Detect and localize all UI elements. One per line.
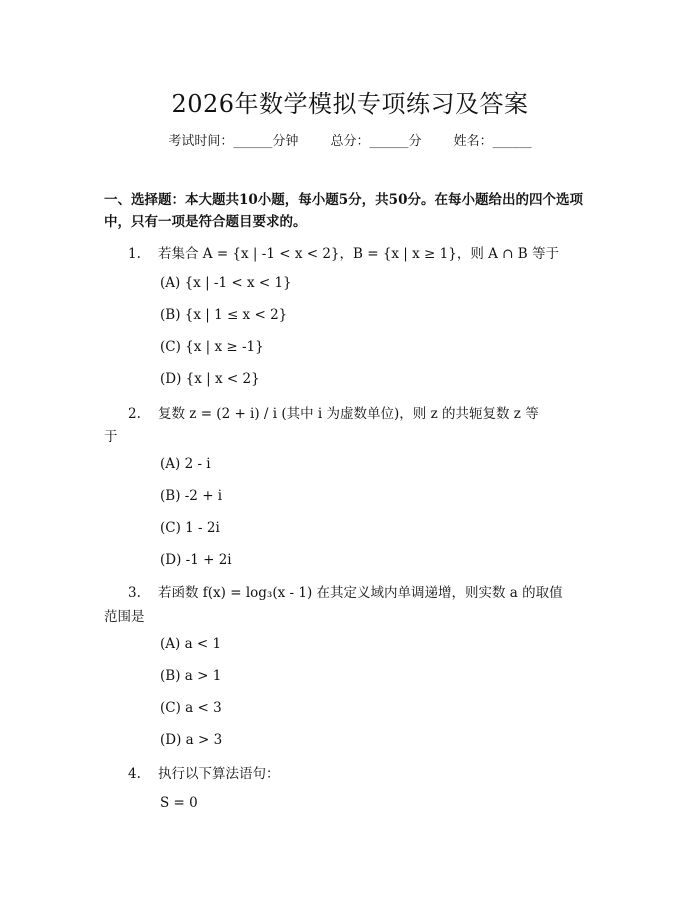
question-3 — [104, 582, 596, 604]
algorithm-code-line: S = 0 — [160, 795, 198, 811]
option-b: (B) {x | 1 ≤ x < 2} — [160, 307, 288, 323]
question-text: 复数 z = (2 + i) / i (其中 i 为虚数单位)，则 z 的共轭复数 z 等 — [158, 406, 539, 422]
option-d: (D) -1 + 2i — [160, 552, 232, 568]
student-name: 姓名：______ — [453, 134, 532, 149]
option-a: (A) 2 - i — [160, 456, 211, 472]
option-c: (C) {x | x ≥ -1} — [160, 339, 264, 355]
exam-meta — [0, 130, 700, 149]
question-number: 2. — [128, 406, 141, 422]
section-heading: 一、选择题：本大题共10小题，每小题5分，共50分。在每小题给出的四个选项中，只有一项是符合题目要求的。 — [104, 192, 583, 230]
question-1 — [104, 243, 596, 265]
question-number: 4. — [128, 766, 141, 782]
option-a: (A) a < 1 — [160, 636, 222, 652]
page-title: 2026年数学模拟专项练习及答案 — [171, 90, 529, 118]
option-d: (D) {x | x < 2} — [160, 371, 260, 387]
exam-score: 总分：______分 — [330, 134, 422, 149]
option-b: (B) -2 + i — [160, 488, 223, 504]
question-text: 执行以下算法语句： — [158, 766, 280, 782]
question-text: 若函数 f(x) = log₃(x - 1) 在其定义域内单调递增，则实数 a 的取值 — [158, 585, 563, 601]
question-text: 若集合 A = {x | -1 < x < 2}，B = {x | x ≥ 1}，则 A ∩ B 等于 — [158, 246, 559, 262]
option-c: (C) a < 3 — [160, 700, 222, 716]
question-text-continued: 范围是 — [104, 609, 145, 625]
option-c: (C) 1 - 2i — [160, 520, 220, 536]
exam-time: 考试时间：______分钟 — [168, 134, 299, 149]
option-d: (D) a > 3 — [160, 732, 223, 748]
question-number: 1. — [128, 246, 141, 262]
question-number: 3. — [128, 585, 141, 601]
question-2 — [104, 403, 596, 425]
question-4 — [104, 763, 596, 785]
option-b: (B) a > 1 — [160, 668, 222, 684]
option-a: (A) {x | -1 < x < 1} — [160, 275, 292, 291]
question-text-continued: 于 — [104, 429, 118, 445]
